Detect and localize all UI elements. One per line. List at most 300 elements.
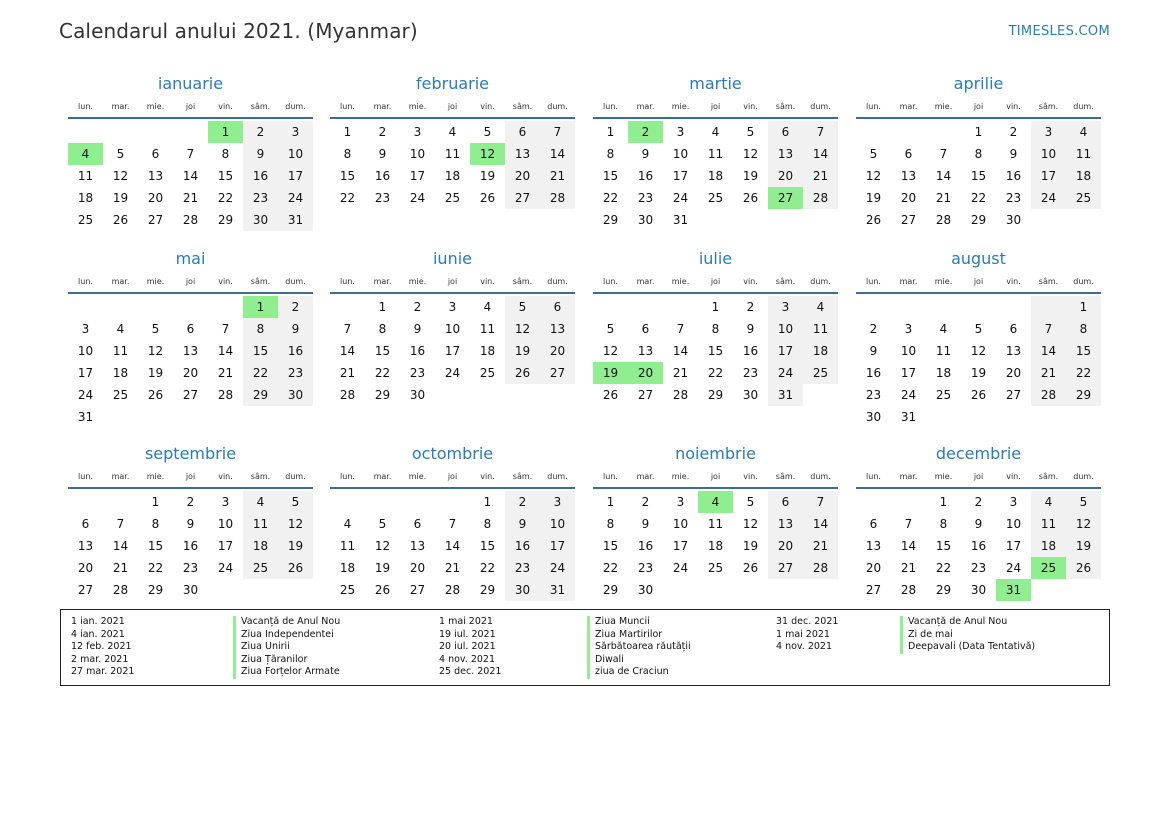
month-name: octombrie	[411, 444, 494, 463]
day-cell: 26	[1066, 557, 1101, 579]
day-cell: 31	[900, 410, 917, 424]
day-cell: 12	[112, 169, 129, 183]
day-cell: 5	[483, 125, 492, 139]
day-cell: 25	[77, 213, 94, 227]
month-divider	[593, 487, 838, 489]
month-divider	[856, 117, 1101, 119]
day-cell: 28	[672, 388, 689, 402]
empty-day-cell	[208, 579, 243, 601]
day-cell: 4	[1066, 121, 1101, 143]
day-cell: 15	[970, 169, 987, 183]
weekday-label: mar.	[373, 277, 392, 286]
day-cell: 13	[1005, 344, 1022, 358]
day-cell: 25	[444, 191, 461, 205]
day-cell: 8	[974, 147, 983, 161]
day-cell: 15	[707, 344, 724, 358]
legend-holiday-name: Ziua Martirilor	[587, 629, 691, 642]
day-cell: 12	[505, 318, 540, 340]
day-cell: 30	[637, 583, 654, 597]
empty-day-cell	[803, 384, 838, 406]
day-cell: 21	[803, 165, 838, 187]
empty-day-cell	[208, 296, 243, 318]
weekday-label: mar.	[111, 472, 130, 481]
day-cell: 19	[970, 366, 987, 380]
day-cell: 2	[869, 322, 878, 336]
day-cell: 1	[1066, 296, 1101, 318]
day-cell: 4	[243, 491, 278, 513]
day-cell: 4	[1031, 491, 1066, 513]
day-cell: 25	[935, 388, 952, 402]
day-cell: 9	[641, 147, 650, 161]
day-cell: 26	[479, 191, 496, 205]
empty-day-cell	[663, 579, 698, 601]
day-cell: 11	[1031, 513, 1066, 535]
day-cell: 12	[742, 147, 759, 161]
weekday-label: joi	[185, 277, 196, 286]
day-cell: 22	[147, 561, 164, 575]
day-cell: 18	[1066, 165, 1101, 187]
day-cell: 11	[935, 344, 952, 358]
day-cell: 16	[505, 535, 540, 557]
legend-date: 1 mai 2021	[439, 616, 493, 627]
empty-day-cell	[1031, 296, 1066, 318]
empty-day-cell	[926, 296, 961, 318]
legend-date: 31 dec. 2021	[776, 616, 839, 627]
weekday-label: dum.	[547, 102, 568, 111]
day-cell: 14	[182, 169, 199, 183]
day-cell: 5	[974, 322, 983, 336]
day-cell: 29	[935, 583, 952, 597]
empty-day-cell	[138, 406, 173, 428]
day-cell: 1	[483, 495, 492, 509]
weekday-label: vin.	[218, 102, 233, 111]
day-cell: 6	[768, 121, 803, 143]
day-cell: 9	[974, 517, 983, 531]
empty-day-cell	[1066, 406, 1101, 428]
day-cell: 6	[768, 491, 803, 513]
empty-day-cell	[103, 491, 138, 513]
weekday-label: mar.	[111, 277, 130, 286]
day-cell: 26	[112, 213, 129, 227]
day-cell: 7	[676, 322, 685, 336]
day-cell: 8	[606, 517, 615, 531]
day-cell: 23	[505, 557, 540, 579]
day-cell: 7	[221, 322, 230, 336]
weekday-label: mie.	[934, 102, 953, 111]
day-cell: 18	[707, 539, 724, 553]
day-cell: 17	[278, 165, 313, 187]
day-cell: 21	[672, 366, 689, 380]
empty-day-cell	[856, 296, 891, 318]
day-cell: 7	[116, 517, 125, 531]
day-cell: 30	[970, 583, 987, 597]
weekday-label: mar.	[373, 102, 392, 111]
day-cell: 29	[1066, 384, 1101, 406]
weekday-header	[68, 99, 313, 115]
day-cell: 31	[996, 579, 1031, 601]
day-cell: 14	[935, 169, 952, 183]
day-cell: 5	[116, 147, 125, 161]
weekday-header	[68, 469, 313, 485]
weekday-label: joi	[447, 277, 458, 286]
empty-day-cell	[1066, 209, 1101, 231]
day-cell: 19	[147, 366, 164, 380]
weekday-label: mie.	[146, 472, 165, 481]
day-cell: 16	[637, 169, 654, 183]
day-cell: 1	[151, 495, 160, 509]
day-cell: 13	[768, 143, 803, 165]
day-cell: 1	[343, 125, 352, 139]
day-cell: 24	[217, 561, 234, 575]
day-cell: 5	[278, 491, 313, 513]
month-iulie	[593, 248, 838, 406]
day-cell: 5	[606, 322, 615, 336]
day-grid	[68, 491, 313, 601]
weekday-label: dum.	[547, 472, 568, 481]
day-cell: 3	[1009, 495, 1018, 509]
empty-day-cell	[138, 121, 173, 143]
day-cell: 12	[602, 344, 619, 358]
day-cell: 11	[339, 539, 356, 553]
weekday-label: joi	[710, 472, 721, 481]
month-divider	[330, 292, 575, 294]
day-cell: 19	[374, 561, 391, 575]
empty-day-cell	[400, 491, 435, 513]
page-title: Calendarul anului 2021. (Myanmar)	[59, 19, 418, 43]
day-cell: 8	[151, 517, 160, 531]
day-cell: 22	[707, 366, 724, 380]
day-cell: 13	[182, 344, 199, 358]
day-cell: 19	[593, 362, 628, 384]
empty-day-cell	[68, 491, 103, 513]
day-cell: 14	[444, 539, 461, 553]
day-cell: 22	[217, 191, 234, 205]
weekday-label: vin.	[1006, 472, 1021, 481]
day-cell: 25	[1066, 187, 1101, 209]
empty-day-cell	[103, 406, 138, 428]
day-cell: 8	[711, 322, 720, 336]
legend-holiday-name: Deepavali (Data Tentativă)	[900, 641, 1035, 654]
day-cell: 2	[278, 296, 313, 318]
weekday-label: mar.	[899, 102, 918, 111]
empty-day-cell	[540, 384, 575, 406]
empty-day-cell	[365, 491, 400, 513]
brand-link[interactable]: TIMESLES.COM	[1008, 24, 1110, 39]
weekday-label: sâm.	[512, 277, 533, 286]
day-cell: 17	[409, 169, 426, 183]
day-grid	[856, 121, 1101, 231]
day-cell: 11	[444, 147, 461, 161]
day-cell: 6	[540, 296, 575, 318]
day-cell: 9	[1009, 147, 1018, 161]
day-cell: 8	[606, 147, 615, 161]
day-cell: 13	[768, 513, 803, 535]
day-cell: 13	[865, 539, 882, 553]
day-cell: 4	[698, 491, 733, 513]
day-cell: 16	[1005, 169, 1022, 183]
day-cell: 26	[505, 362, 540, 384]
day-cell: 1	[939, 495, 948, 509]
day-cell: 23	[278, 362, 313, 384]
day-cell: 10	[409, 147, 426, 161]
empty-day-cell	[891, 491, 926, 513]
empty-day-cell	[1031, 579, 1066, 601]
day-cell: 9	[746, 322, 755, 336]
day-cell: 2	[628, 121, 663, 143]
day-cell: 24	[768, 362, 803, 384]
day-cell: 22	[602, 561, 619, 575]
weekday-label: lun.	[78, 102, 93, 111]
day-cell: 19	[505, 340, 540, 362]
day-grid	[593, 296, 838, 406]
legend-holiday-name: Diwali	[587, 654, 691, 667]
day-cell: 12	[374, 539, 391, 553]
month-name: martie	[689, 74, 742, 93]
month-martie	[593, 73, 838, 231]
empty-day-cell	[961, 406, 996, 428]
legend-names-col-3	[900, 616, 1035, 654]
day-cell: 11	[243, 513, 278, 535]
day-cell: 17	[77, 366, 94, 380]
month-name: septembrie	[144, 444, 237, 463]
day-cell: 20	[865, 561, 882, 575]
weekday-label: sâm.	[775, 472, 796, 481]
day-cell: 4	[343, 517, 352, 531]
day-cell: 1	[243, 296, 278, 318]
day-cell: 21	[900, 561, 917, 575]
day-cell: 2	[641, 495, 650, 509]
day-cell: 28	[935, 213, 952, 227]
empty-day-cell	[593, 296, 628, 318]
weekday-header	[856, 274, 1101, 290]
weekday-label: mar.	[636, 472, 655, 481]
day-cell: 7	[186, 147, 195, 161]
day-cell: 28	[339, 388, 356, 402]
weekday-label: lun.	[866, 472, 881, 481]
month-octombrie	[330, 443, 575, 601]
legend-date: 1 ian. 2021	[71, 616, 125, 627]
day-cell: 28	[182, 213, 199, 227]
month-divider	[856, 487, 1101, 489]
day-cell: 29	[374, 388, 391, 402]
weekday-label: mar.	[899, 472, 918, 481]
empty-day-cell	[628, 296, 663, 318]
day-cell: 2	[974, 495, 983, 509]
day-cell: 6	[904, 147, 913, 161]
empty-day-cell	[1066, 579, 1101, 601]
weekday-label: lun.	[866, 277, 881, 286]
day-grid	[856, 491, 1101, 601]
day-cell: 27	[637, 388, 654, 402]
month-name: august	[951, 249, 1006, 268]
weekday-label: mar.	[373, 472, 392, 481]
day-cell: 30	[278, 384, 313, 406]
month-divider	[330, 117, 575, 119]
month-iunie	[330, 248, 575, 406]
day-cell: 17	[672, 539, 689, 553]
weekday-label: joi	[185, 102, 196, 111]
day-cell: 12	[470, 143, 505, 165]
day-cell: 20	[628, 362, 663, 384]
day-cell: 9	[378, 147, 387, 161]
weekday-label: sâm.	[512, 102, 533, 111]
day-cell: 27	[1005, 388, 1022, 402]
day-cell: 19	[742, 539, 759, 553]
day-cell: 30	[505, 579, 540, 601]
weekday-label: dum.	[285, 472, 306, 481]
day-cell: 13	[77, 539, 94, 553]
day-cell: 19	[865, 191, 882, 205]
day-cell: 20	[77, 561, 94, 575]
weekday-label: joi	[447, 472, 458, 481]
day-cell: 14	[540, 143, 575, 165]
weekday-label: mie.	[408, 277, 427, 286]
empty-day-cell	[961, 296, 996, 318]
day-cell: 5	[378, 517, 387, 531]
day-cell: 12	[865, 169, 882, 183]
weekday-label: mar.	[636, 102, 655, 111]
legend-names-col-2	[587, 616, 691, 679]
day-cell: 29	[707, 388, 724, 402]
weekday-label: dum.	[285, 277, 306, 286]
day-cell: 20	[900, 191, 917, 205]
day-cell: 6	[505, 121, 540, 143]
empty-day-cell	[926, 406, 961, 428]
weekday-label: lun.	[78, 472, 93, 481]
day-cell: 28	[900, 583, 917, 597]
empty-day-cell	[103, 296, 138, 318]
day-cell: 16	[278, 340, 313, 362]
weekday-label: sâm.	[250, 472, 271, 481]
day-cell: 14	[339, 344, 356, 358]
day-cell: 10	[900, 344, 917, 358]
day-grid	[593, 121, 838, 231]
day-cell: 18	[1031, 535, 1066, 557]
empty-day-cell	[435, 384, 470, 406]
day-cell: 21	[935, 191, 952, 205]
month-name: februarie	[415, 74, 490, 93]
legend-date: 4 nov. 2021	[439, 653, 495, 665]
day-cell: 14	[803, 143, 838, 165]
day-cell: 9	[278, 318, 313, 340]
weekday-label: lun.	[603, 277, 618, 286]
day-cell: 4	[483, 300, 492, 314]
day-cell: 25	[112, 388, 129, 402]
weekday-label: mie.	[408, 102, 427, 111]
day-cell: 27	[900, 213, 917, 227]
day-cell: 19	[1066, 535, 1101, 557]
day-cell: 2	[413, 300, 422, 314]
day-cell: 3	[676, 495, 685, 509]
weekday-label: sâm.	[250, 277, 271, 286]
day-cell: 2	[186, 495, 195, 509]
day-cell: 4	[711, 125, 720, 139]
day-cell: 20	[768, 165, 803, 187]
day-cell: 16	[374, 169, 391, 183]
day-cell: 22	[935, 561, 952, 575]
day-cell: 31	[672, 213, 689, 227]
legend-date: 1 mai 2021	[776, 628, 830, 640]
weekday-header	[330, 469, 575, 485]
day-cell: 17	[444, 344, 461, 358]
day-cell: 15	[217, 169, 234, 183]
day-cell: 10	[672, 147, 689, 161]
day-cell: 24	[278, 187, 313, 209]
day-cell: 8	[221, 147, 230, 161]
day-cell: 23	[409, 366, 426, 380]
day-cell: 23	[865, 388, 882, 402]
day-cell: 8	[483, 517, 492, 531]
day-cell: 26	[374, 583, 391, 597]
empty-day-cell	[768, 579, 803, 601]
day-cell: 17	[1005, 539, 1022, 553]
day-cell: 13	[540, 318, 575, 340]
day-grid	[68, 121, 313, 231]
weekday-label: vin.	[1006, 102, 1021, 111]
empty-day-cell	[1031, 209, 1066, 231]
day-cell: 8	[939, 517, 948, 531]
day-cell: 16	[409, 344, 426, 358]
legend-dates-col-2	[439, 616, 501, 679]
day-cell: 6	[186, 322, 195, 336]
day-cell: 29	[602, 213, 619, 227]
legend-date: 20 iul. 2021	[439, 641, 496, 653]
empty-day-cell	[435, 491, 470, 513]
weekday-label: dum.	[1073, 277, 1094, 286]
day-cell: 1	[711, 300, 720, 314]
legend-dates-col-3	[776, 616, 838, 654]
day-cell: 11	[1066, 143, 1101, 165]
empty-day-cell	[243, 406, 278, 428]
day-cell: 12	[278, 513, 313, 535]
empty-day-cell	[330, 491, 365, 513]
day-cell: 6	[151, 147, 160, 161]
weekday-header	[593, 469, 838, 485]
weekday-label: lun.	[603, 102, 618, 111]
day-cell: 7	[939, 147, 948, 161]
day-cell: 5	[505, 296, 540, 318]
day-cell: 10	[768, 318, 803, 340]
day-cell: 12	[742, 517, 759, 531]
day-cell: 13	[900, 169, 917, 183]
day-cell: 27	[768, 557, 803, 579]
day-cell: 19	[112, 191, 129, 205]
day-cell: 3	[221, 495, 230, 509]
day-cell: 31	[768, 384, 803, 406]
empty-day-cell	[856, 121, 891, 143]
legend-date: 12 feb. 2021	[71, 641, 132, 653]
day-cell: 24	[1005, 561, 1022, 575]
day-cell: 4	[116, 322, 125, 336]
legend-holiday-name: Ziua Independentei	[233, 629, 340, 642]
day-cell: 20	[505, 165, 540, 187]
weekday-label: dum.	[285, 102, 306, 111]
day-cell: 4	[448, 125, 457, 139]
empty-day-cell	[138, 296, 173, 318]
month-februarie	[330, 73, 575, 209]
day-cell: 17	[768, 340, 803, 362]
day-cell: 3	[81, 322, 90, 336]
day-cell: 29	[147, 583, 164, 597]
month-divider	[856, 292, 1101, 294]
day-cell: 9	[505, 513, 540, 535]
weekday-label: joi	[973, 277, 984, 286]
day-cell: 26	[147, 388, 164, 402]
day-cell: 1	[606, 125, 615, 139]
day-cell: 17	[540, 535, 575, 557]
day-cell: 11	[707, 147, 724, 161]
weekday-header	[856, 469, 1101, 485]
